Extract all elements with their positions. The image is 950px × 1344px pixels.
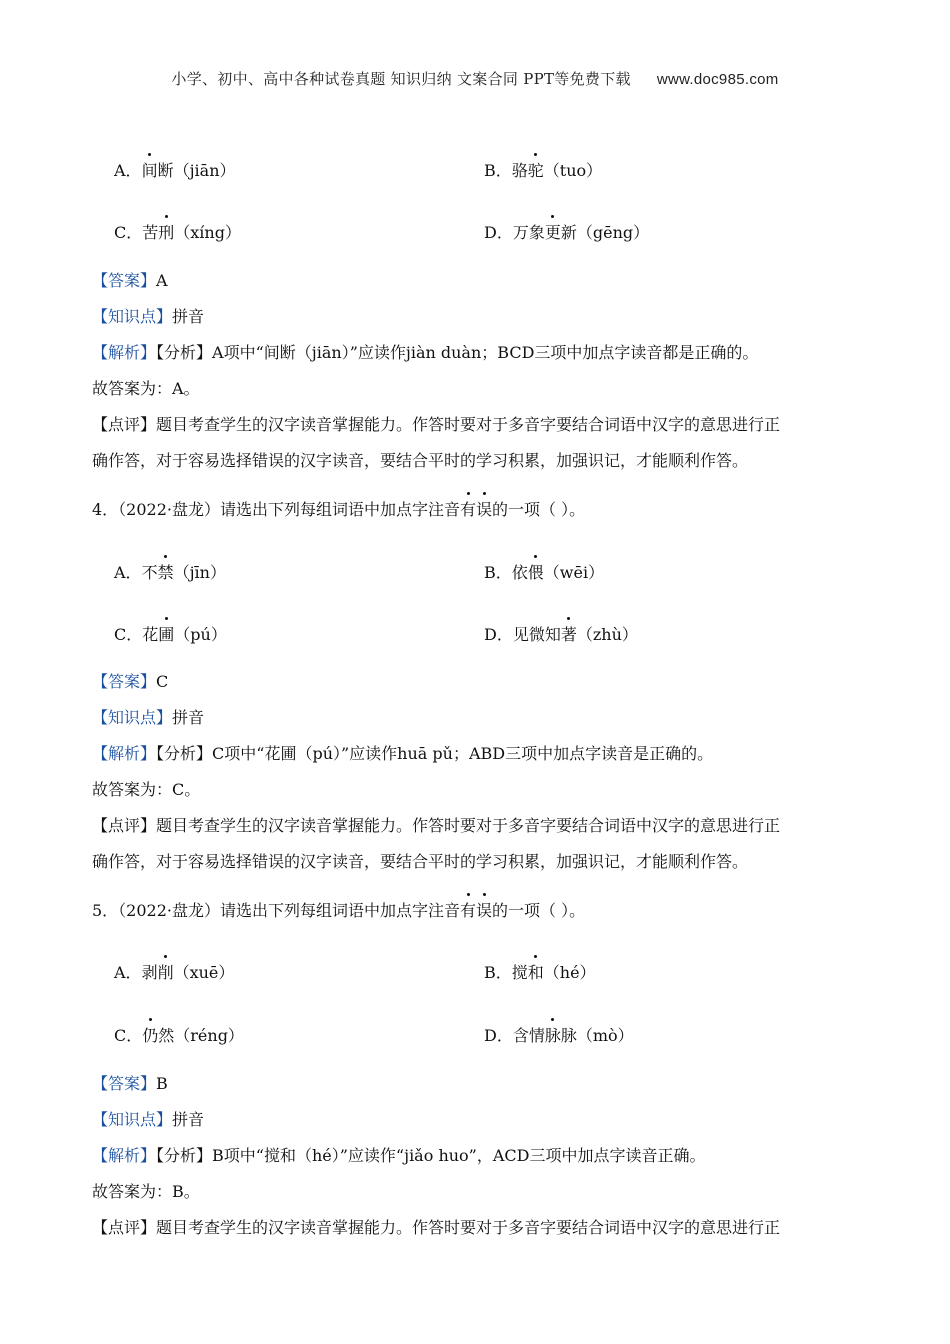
option-pre: 万象 [512, 223, 545, 242]
fenxi-tag: 【分析】 [156, 343, 213, 362]
q4-option-c [114, 622, 227, 645]
dotted-char: 刑 [158, 220, 174, 243]
dotted-char: 仍 [142, 1023, 158, 1046]
comment-text-2: 确作答，对于容易选择错误的汉字读音，要结合平时的学习积累，加强识记，才能顺利作答。 [92, 451, 749, 470]
option-post: 脉（mò） [560, 1026, 634, 1045]
answer-tag: 【答案】 [92, 271, 157, 290]
option-label: D． [484, 625, 513, 644]
option-label: C． [114, 625, 143, 644]
dotted-char: 和 [528, 960, 544, 983]
option-label: A． [114, 963, 142, 982]
answer-tag: 【答案】 [92, 1074, 157, 1093]
dotted-char: 更 [545, 220, 561, 243]
answer-value: B [156, 1074, 168, 1093]
option-pre: 花 [142, 625, 159, 644]
analysis-tag: 【解析】 [92, 1146, 157, 1165]
knowledge-line [92, 1102, 852, 1138]
stem-dotted-2: 误 [476, 898, 492, 921]
option-pre: 苦 [142, 223, 159, 242]
stem-dotted-1: 有 [460, 898, 476, 921]
option-pre: 依 [511, 563, 528, 582]
analysis-text: B项中“搅和（hé）”应读作“jiǎo huo”，ACD三项中加点字读音正确。 [212, 1146, 706, 1165]
option-label: B． [484, 161, 512, 180]
knowledge-value: 拼音 [172, 307, 205, 326]
q4-option-b [484, 560, 604, 583]
analysis-line [92, 335, 852, 371]
option-label: B． [484, 963, 512, 982]
q5-option-b [484, 960, 596, 983]
comment-text-1: 题目考查学生的汉字读音掌握能力。作答时要对于多音字要结合词语中汉字的意思进行正 [156, 816, 781, 835]
option-post: （tuo） [543, 161, 603, 180]
dotted-char: 圃 [158, 622, 174, 645]
comment-line [92, 407, 852, 443]
dotted-char: 间 [142, 158, 158, 181]
knowledge-value: 拼音 [172, 708, 205, 727]
option-post: （jīn） [173, 563, 226, 582]
answer-tag: 【答案】 [92, 672, 157, 691]
stem-post: 的一项（ ）。 [492, 500, 586, 519]
q4-option-a [114, 560, 226, 583]
option-post: 新（gēng） [560, 223, 650, 242]
option-pre: 见微知 [512, 625, 561, 644]
option-pre: 骆 [511, 161, 528, 180]
option-pre: 不 [141, 563, 158, 582]
q4-stem [92, 497, 585, 520]
knowledge-line [92, 299, 852, 335]
q4-option-d [484, 622, 638, 645]
answer-value: C [156, 672, 169, 691]
fenxi-tag: 【分析】 [156, 744, 213, 763]
option-post: （pú） [174, 625, 227, 644]
dotted-char: 禁 [158, 560, 174, 583]
dotted-char: 削 [158, 960, 174, 983]
option-pre: 剥 [141, 963, 158, 982]
conclusion-line: 故答案为：B。 [92, 1182, 200, 1201]
analysis-line [92, 1138, 852, 1174]
option-label: C． [114, 1026, 143, 1045]
option-label: A． [114, 563, 142, 582]
option-pre: 搅 [511, 963, 528, 982]
option-post: 然（réng） [158, 1026, 244, 1045]
page-header [0, 68, 950, 89]
analysis-line [92, 736, 852, 772]
option-label: D． [484, 1026, 513, 1045]
comment-line [92, 1210, 852, 1246]
knowledge-line [92, 700, 852, 736]
comment-text-1: 题目考查学生的汉字读音掌握能力。作答时要对于多音字要结合词语中汉字的意思进行正 [156, 1218, 781, 1237]
q5-stem [92, 898, 585, 921]
dotted-char: 著 [561, 622, 577, 645]
knowledge-value: 拼音 [172, 1110, 205, 1129]
q3-option-c [114, 220, 241, 243]
comment-line [92, 808, 852, 844]
knowledge-tag: 【知识点】 [92, 708, 173, 727]
comment-tag: 【点评】 [92, 415, 157, 434]
knowledge-tag: 【知识点】 [92, 307, 173, 326]
option-label: C． [114, 223, 143, 242]
comment-text-2: 确作答，对于容易选择错误的汉字读音，要结合平时的学习积累，加强识记，才能顺利作答。 [92, 852, 749, 871]
dotted-char: 偎 [528, 560, 544, 583]
comment-tag: 【点评】 [92, 1218, 157, 1237]
dotted-char: 脉 [545, 1023, 561, 1046]
analysis-tag: 【解析】 [92, 744, 157, 763]
header-site: www.doc985.com [656, 71, 779, 88]
stem-text: 5．（2022·盘龙）请选出下列每组词语中加点字注音 [92, 901, 460, 920]
conclusion-line: 故答案为：A。 [92, 379, 200, 398]
answer-line [92, 263, 852, 299]
q5-option-a [114, 960, 234, 983]
dotted-char: 驼 [528, 158, 544, 181]
answer-value: A [156, 271, 168, 290]
option-label: D． [484, 223, 513, 242]
q5-answer-block [92, 1066, 852, 1246]
knowledge-tag: 【知识点】 [92, 1110, 173, 1129]
comment-tag: 【点评】 [92, 816, 157, 835]
stem-dotted-2: 误 [476, 497, 492, 520]
header-text: 小学、初中、高中各种试卷真题 知识归纳 文案合同 PPT等免费下载 [171, 70, 631, 88]
option-label: A． [114, 161, 142, 180]
stem-dotted-1: 有 [460, 497, 476, 520]
answer-line [92, 664, 852, 700]
option-label: B． [484, 563, 512, 582]
q3-option-b [484, 158, 602, 181]
option-post: （xuē） [173, 963, 235, 982]
option-post: （hé） [543, 963, 596, 982]
analysis-text: A项中“间断（jiān）”应读作jiàn duàn；BCD三项中加点字读音都是正确的。 [212, 343, 759, 362]
q5-option-d [484, 1023, 634, 1046]
option-post: 断（jiān） [157, 161, 236, 180]
q5-option-c [114, 1023, 244, 1046]
q3-option-d [484, 220, 649, 243]
option-post: （wēi） [543, 563, 605, 582]
answer-line [92, 1066, 852, 1102]
stem-text: 4．（2022·盘龙）请选出下列每组词语中加点字注音 [92, 500, 460, 519]
stem-post: 的一项（ ）。 [492, 901, 586, 920]
q3-answer-block [92, 263, 852, 479]
q3-option-a [114, 158, 236, 181]
option-pre: 含情 [512, 1026, 545, 1045]
analysis-tag: 【解析】 [92, 343, 157, 362]
fenxi-tag: 【分析】 [156, 1146, 213, 1165]
q4-answer-block [92, 664, 852, 880]
conclusion-line: 故答案为：C。 [92, 780, 201, 799]
option-post: （xíng） [174, 223, 241, 242]
option-post: （zhù） [576, 625, 638, 644]
analysis-text: C项中“花圃（pú）”应读作huā pǔ；ABD三项中加点字读音是正确的。 [212, 744, 714, 763]
comment-text-1: 题目考查学生的汉字读音掌握能力。作答时要对于多音字要结合词语中汉字的意思进行正 [156, 415, 781, 434]
